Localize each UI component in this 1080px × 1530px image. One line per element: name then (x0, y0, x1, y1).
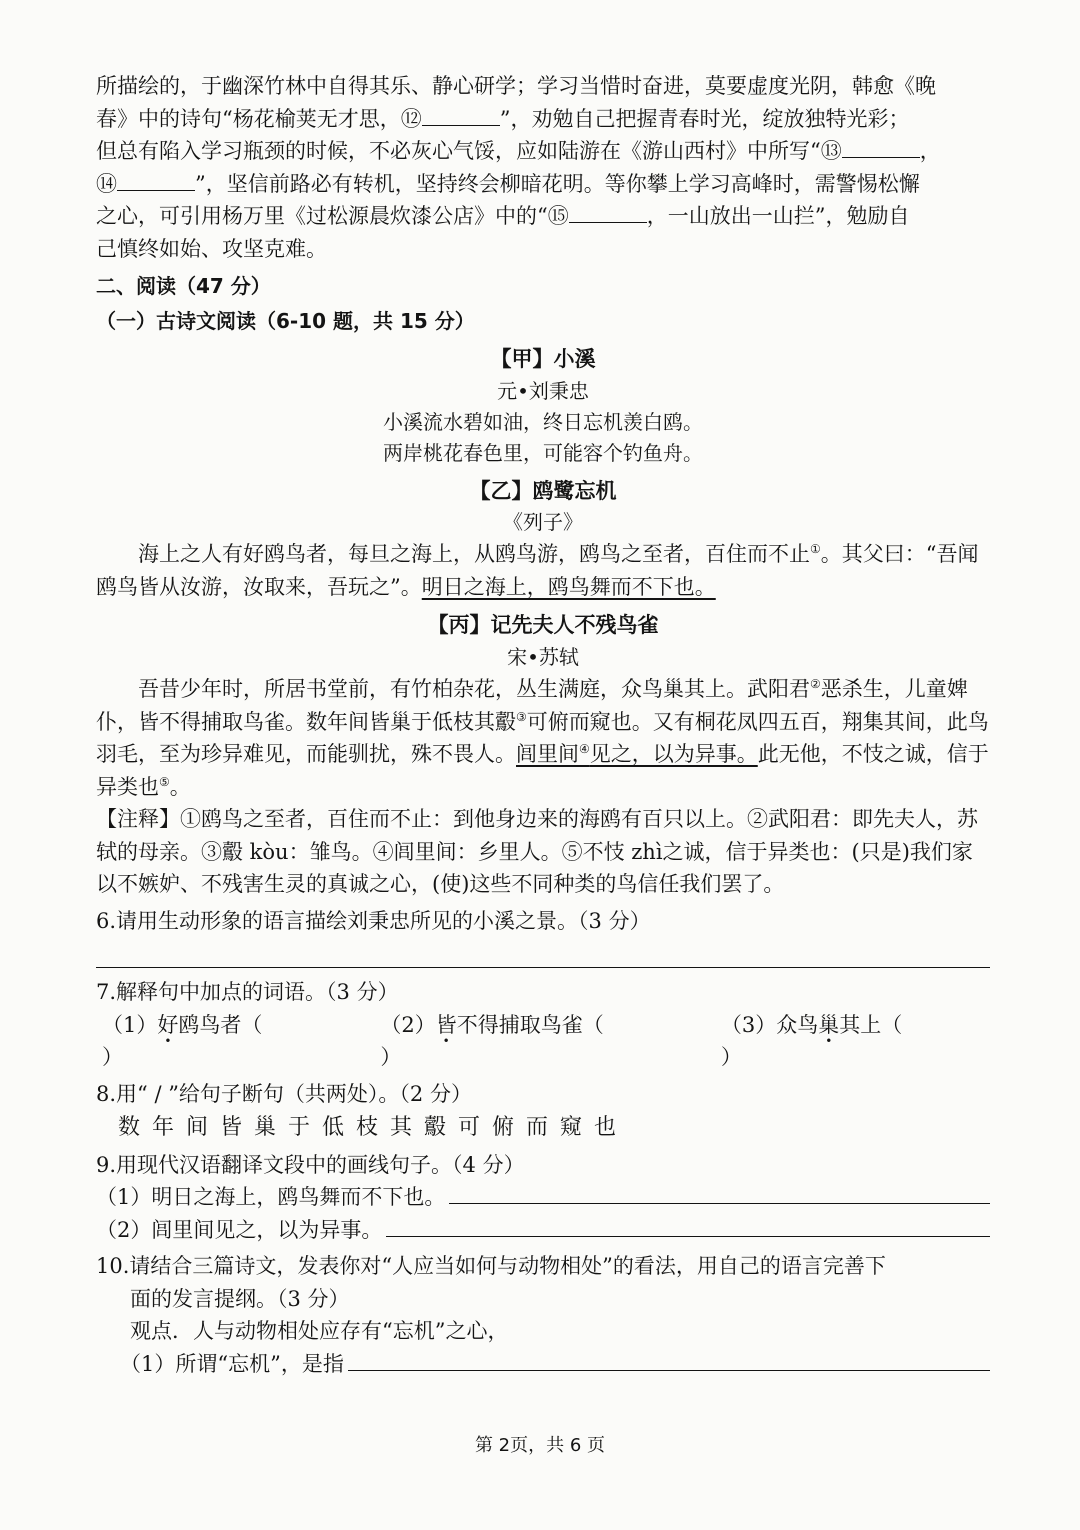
question-6: 6.请用生动形象的语言描绘刘秉忠所见的小溪之景。（3 分） (96, 908, 651, 933)
passage-yi: 海上之人有好鸥鸟者，每旦之海上，从鸥鸟游，鸥鸟之至者，百住而不止①。其父曰：“吾闻鸥鸟皆从汝游，汝取来，吾玩之”。明日之海上，鸥鸟舞而不下也。 (96, 542, 979, 599)
blank-number: ⑬ (820, 139, 842, 164)
subsection-title: （一）古诗文阅读（6-10 题，共 15 分） (96, 309, 475, 334)
page-number: 第 2页，共 6 页 (474, 1435, 606, 1456)
outline-item-1: （1）所谓“忘机”，是指 (96, 1348, 990, 1381)
option-1: （1）好鸥鸟者（） (102, 1012, 263, 1070)
answer-line-6[interactable] (96, 937, 990, 968)
poem-author-jia: 元•刘秉忠 (497, 378, 589, 403)
viewpoint: 观点．人与动物相处应存有“忘机”之心， (130, 1319, 509, 1344)
underlined-sentence-2: 闾里间④见之，以为异事。 (516, 742, 758, 767)
text-source-yi: 《列子》 (503, 510, 583, 535)
option-3: （3）众鸟巢其上（） (720, 1012, 903, 1070)
fill-blank-paragraph (96, 70, 990, 265)
question-7: 7.解释句中加点的词语。（3 分） (96, 980, 399, 1005)
answer-blank-14[interactable] (117, 171, 195, 191)
text-line: 之心，可引用杨万里《过松源晨炊漆公店》中的“⑮ ，一山放出一山拦”，勉励自 (96, 204, 910, 229)
underlined-sentence-1: 明日之海上，鸥鸟舞而不下也。 (421, 574, 716, 599)
answer-line-9-2[interactable] (386, 1235, 990, 1237)
text-line: 所描绘的，于幽深竹林中自得其乐、静心研学；学习当惜时奋进，莫要虚度光阴，韩愈《晚 (96, 74, 936, 98)
text-line: 春》中的诗句“杨花榆荚无才思，⑫ ”，劝勉自己把握青春时光，绽放独特光彩； (96, 106, 910, 131)
question-10: 10.请结合三篇诗文，发表你对“人应当如何与动物相处”的看法，用自己的语言完善下 (96, 1254, 886, 1279)
option-2: （2）皆不得捕取鸟雀（） (380, 1012, 604, 1070)
blank-number: ⑭ (96, 171, 117, 196)
question-9: 9.用现代汉语翻译文段中的画线句子。（4 分） (96, 1152, 525, 1177)
blank-number: ⑮ (547, 204, 569, 229)
section-title: 二、阅读（47 分） (96, 274, 271, 299)
answer-line-10-1[interactable] (348, 1369, 990, 1371)
page-content (96, 70, 990, 1381)
question-10-cont: 面的发言提纲。（3 分） (130, 1286, 350, 1311)
answer-blank-12[interactable] (422, 106, 500, 126)
poem-title-jia: 【甲】小溪 (490, 347, 596, 372)
translation-row-2: （2）闾里间见之，以为异事。 (96, 1214, 990, 1247)
question-7-options (96, 1009, 990, 1074)
text-line: 但总有陷入学习瓶颈的时候，不必灰心气馁，应如陆游在《游山西村》中所写“⑬ ， (96, 139, 941, 164)
text-line: 己慎终如始、攻坚克难。 (96, 236, 327, 261)
question-8: 8.用“ / ”给句子断句（共两处）。（2 分） (96, 1082, 472, 1107)
text-title-bing: 【丙】记先夫人不残鸟雀 (427, 613, 659, 638)
translation-row-1: （1）明日之海上，鸥鸟舞而不下也。 (96, 1181, 990, 1214)
passage-bing: 吾昔少年时，所居书堂前，有竹柏杂花，丛生满庭，众鸟巢其上。武阳君②恶杀生，儿童婢仆，皆不得捕取鸟雀。数年间皆巢于低枝其鷇③可俯而窥也。又有桐花凤四五百，翔集其间，此鸟羽毛，至为珍异难见，而能驯扰，殊不畏人。闾里间④见之，以为异事。此无他，不忮之诚，信于异类也⑤。 (96, 677, 989, 799)
poem-line: 小溪流水碧如油，终日忘机羡白鸥。 (383, 409, 703, 434)
sentence-to-punctuate[interactable]: 数年间皆巢于低枝其鷇可俯而窥也 (118, 1114, 629, 1140)
text-line: ⑭ ”，坚信前路必有转机，坚持终会柳暗花明。等你攀上学习高峰时，需警惕松懈 (96, 171, 920, 196)
poem-line: 两岸桃花春色里，可能容个钓鱼舟。 (383, 440, 703, 465)
answer-blank-15[interactable] (569, 203, 647, 223)
text-author-bing: 宋•苏轼 (507, 645, 579, 670)
blank-number: ⑫ (400, 106, 422, 131)
annotations: 【注释】①鸥鸟之至者，百住而不止：到他身边来的海鸥有百只以上。②武阳君：即先夫人，苏轼的母亲。③鷇 kòu：雏鸟。④闾里间：乡里人。⑤不忮 zhì之诚，信于异类也：(只是)我们家以不嫉妒、不残害生灵的真诚之心，(使)这些不同种类的鸟信任我们罢了。 (96, 807, 978, 897)
answer-line-9-1[interactable] (449, 1202, 990, 1204)
answer-blank-13[interactable] (842, 138, 920, 158)
text-title-yi: 【乙】鸥鹭忘机 (469, 478, 617, 503)
